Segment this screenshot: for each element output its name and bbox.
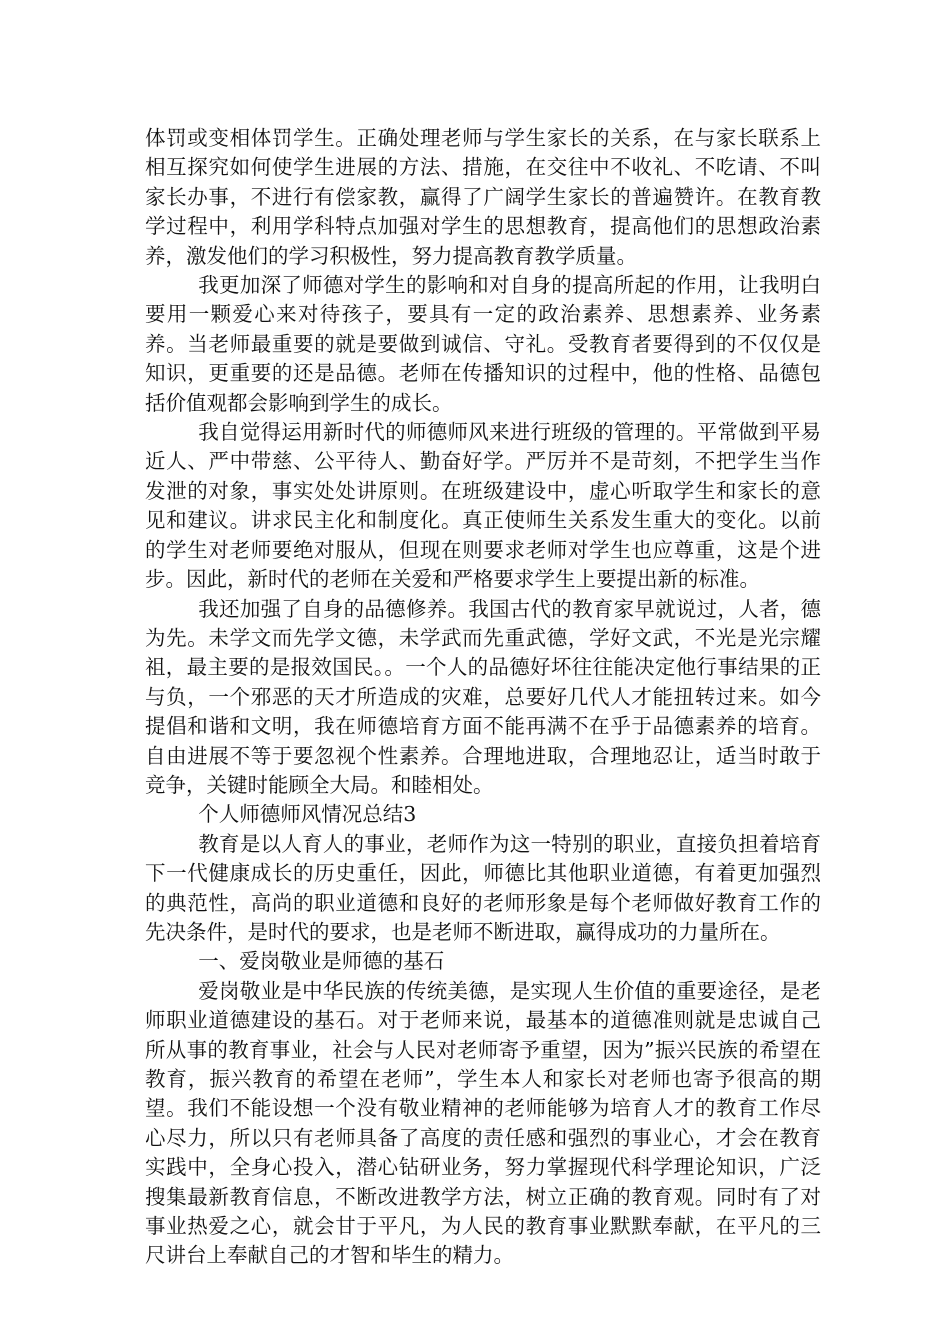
- document-body: [145, 124, 821, 1271]
- paragraph: 我自觉得运用新时代的师德师风来进行班级的管理的。平常做到平易近人、严中带慈、公平待人、勤奋好学。严厉并不是苛刻，不把学生当作发泄的对象，事实处处讲原则。在班级建设中，虚心听取学生和家长的意见和建议。讲求民主化和制度化。真正使师生关系发生重大的变化。以前的学生对老师要绝对服从，但现在则要求老师对学生也应尊重，这是个进步。因此，新时代的老师在关爱和严格要求学生上要提出新的标准。: [145, 420, 821, 592]
- paragraph: 我更加深了师德对学生的影响和对自身的提高所起的作用，让我明白要用一颗爱心来对待孩子，要具有一定的政治素养、思想素养、业务素养。当老师最重要的就是要做到诚信、守礼。受教育者要得到的不仅仅是知识，更重要的还是品德。老师在传播知识的过程中，他的性格、品德包括价值观都会影响到学生的成长。: [145, 273, 821, 415]
- paragraph: 我还加强了自身的品德修养。我国古代的教育家早就说过，人者，德为先。未学文而先学文德，未学武而先重武德，学好文武，不光是光宗耀祖，最主要的是报效国民。。一个人的品德好坏往往能决定他行事结果的正与负，一个邪恶的天才所造成的灾难，总要好几代人才能扭转过来。如今提倡和谐和文明，我在师德培育方面不能再满不在乎于品德素养的培育。自由进展不等于要忽视个性素养。合理地进取，合理地忍让，适当时敢于竞争，关键时能顾全大局。和睦相处。: [145, 596, 821, 797]
- section-heading: 个人师德师风情况总结3: [198, 802, 417, 827]
- paragraph: 教育是以人育人的事业，老师作为这一特别的职业，直接负担着培育下一代健康成长的历史重任，因此，师德比其他职业道德，有着更加强烈的典范性，高尚的职业道德和良好的老师形象是每个老师做好教育工作的先决条件，是时代的要求，也是老师不断进取，赢得成功的力量所在。: [145, 831, 821, 944]
- paragraph: 爱岗敬业是中华民族的传统美德，是实现人生价值的重要途径，是老师职业道德建设的基石。对于老师来说，最基本的道德准则就是忠诚自己所从事的教育事业，社会与人民对老师寄予重望，因为”振兴民族的希望在教育，振兴教育的希望在老师”，学生本人和家长对老师也寄予很高的期望。我们不能设想一个没有敬业精神的老师能够为培育人才的教育工作尽心尽力，所以只有老师具备了高度的责任感和强烈的事业心，才会在教育实践中，全身心投入，潜心钻研业务，努力掌握现代科学理论知识，广泛搜集最新教育信息，不断改进教学方法，树立正确的教育观。同时有了对事业热爱之心，就会甘于平凡，为人民的教育事业默默奉献，在平凡的三尺讲台上奉献自己的才智和毕生的精力。: [145, 978, 821, 1268]
- subsection-heading: 一、爱岗敬业是师德的基石: [198, 949, 445, 974]
- paragraph: 体罚或变相体罚学生。正确处理老师与学生家长的关系，在与家长联系上相互探究如何使学生进展的方法、措施，在交往中不收礼、不吃请、不叫家长办事，不进行有偿家教，赢得了广阔学生家长的普遍赞许。在教育教学过程中，利用学科特点加强对学生的思想教育，提高他们的思想政治素养，激发他们的学习积极性，努力提高教育教学质量。: [145, 126, 821, 268]
